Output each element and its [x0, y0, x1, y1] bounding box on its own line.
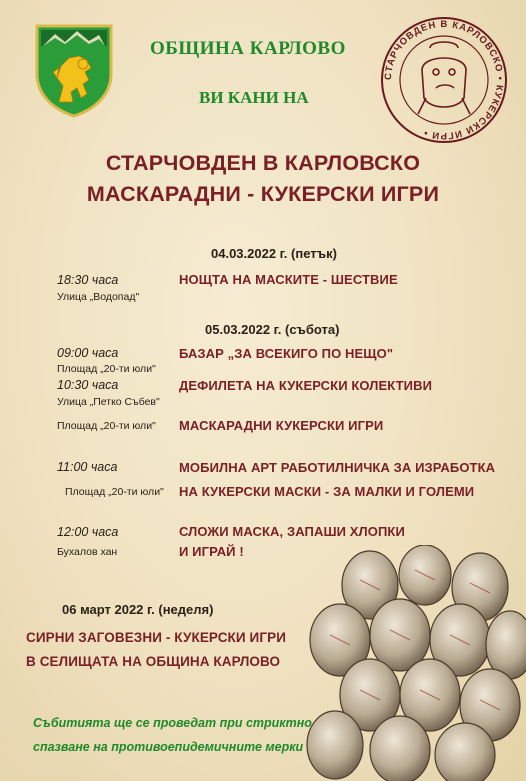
day2-item3-event: МАСКАРАДНИ КУКЕРСКИ ИГРИ: [179, 418, 384, 433]
invites-text: ВИ КАНИ НА: [199, 88, 309, 107]
day1-item1-time: 18:30 часа: [57, 273, 119, 287]
day2-item2-time: 10:30 часа: [57, 378, 119, 392]
day2-item4-event-line2: НА КУКЕРСКИ МАСКИ - ЗА МАЛКИ И ГОЛЕМИ: [179, 484, 475, 499]
event-title-line2: МАСКАРАДНИ - КУКЕРСКИ ИГРИ: [86, 182, 440, 206]
epidemic-note-line2: спазване на противоепидемичните мерки: [33, 740, 304, 754]
day2-item2-place: Улица „Петко Събев": [57, 396, 160, 408]
municipality-crest-icon: [33, 22, 115, 118]
day2-item3-place: Площад „20-ти юли": [57, 420, 156, 432]
day1-item1-place: Улица „Водопад": [57, 291, 140, 303]
day3-event-line1: СИРНИ ЗАГОВЕЗНИ - КУКЕРСКИ ИГРИ: [26, 630, 286, 645]
day2-item4-place: Площад „20-ти юли": [65, 486, 164, 498]
day2-date: 05.03.2022 г. (събота): [205, 322, 340, 337]
day2-item1-time: 09:00 часа: [57, 346, 119, 360]
day1-item1-event: НОЩТА НА МАСКИТЕ - ШЕСТВИЕ: [179, 272, 398, 287]
day2-item5-event-line2: И ИГРАЙ !: [179, 544, 244, 559]
day3-date: 06 март 2022 г. (неделя): [62, 602, 214, 617]
event-title-line1: СТАРЧОВДЕН В КАРЛОВСКО: [105, 151, 421, 175]
day2-item2-event: ДЕФИЛЕТА НА КУКЕРСКИ КОЛЕКТИВИ: [179, 378, 433, 393]
kukeri-stamp-logo-icon: [378, 14, 510, 146]
day1-date: 04.03.2022 г. (петък): [211, 246, 337, 261]
day2-item4-event: МОБИЛНА АРТ РАБОТИЛНИЧКА ЗА ИЗРАБОТКА: [179, 460, 496, 475]
day2-item5-event: СЛОЖИ МАСКА, ЗАПАШИ ХЛОПКИ: [179, 524, 405, 539]
day2-item1-event: БАЗАР „ЗА ВСЕКИГО ПО НЕЩО": [179, 346, 394, 361]
day2-item5-place: Бухалов хан: [57, 546, 118, 558]
day2-item1-place: Площад „20-ти юли": [57, 363, 156, 375]
day3-event-line2: В СЕЛИЩАТА НА ОБЩИНА КАРЛОВО: [26, 654, 281, 669]
kukeri-masks-illustration: [300, 545, 526, 781]
svg-text:СТАРЧОВДЕН В КАРЛОВСКО • КУКЕР: СТАРЧОВДЕН В КАРЛОВСКО • КУКЕРСКИ ИГРИ •: [382, 18, 506, 142]
epidemic-note-line1: Събитията ще се проведат при стриктно: [33, 716, 312, 730]
municipality-name: ОБЩИНА КАРЛОВО: [150, 38, 346, 59]
day2-item4-time: 11:00 часа: [57, 460, 118, 474]
day2-item5-time: 12:00 часа: [57, 525, 119, 539]
